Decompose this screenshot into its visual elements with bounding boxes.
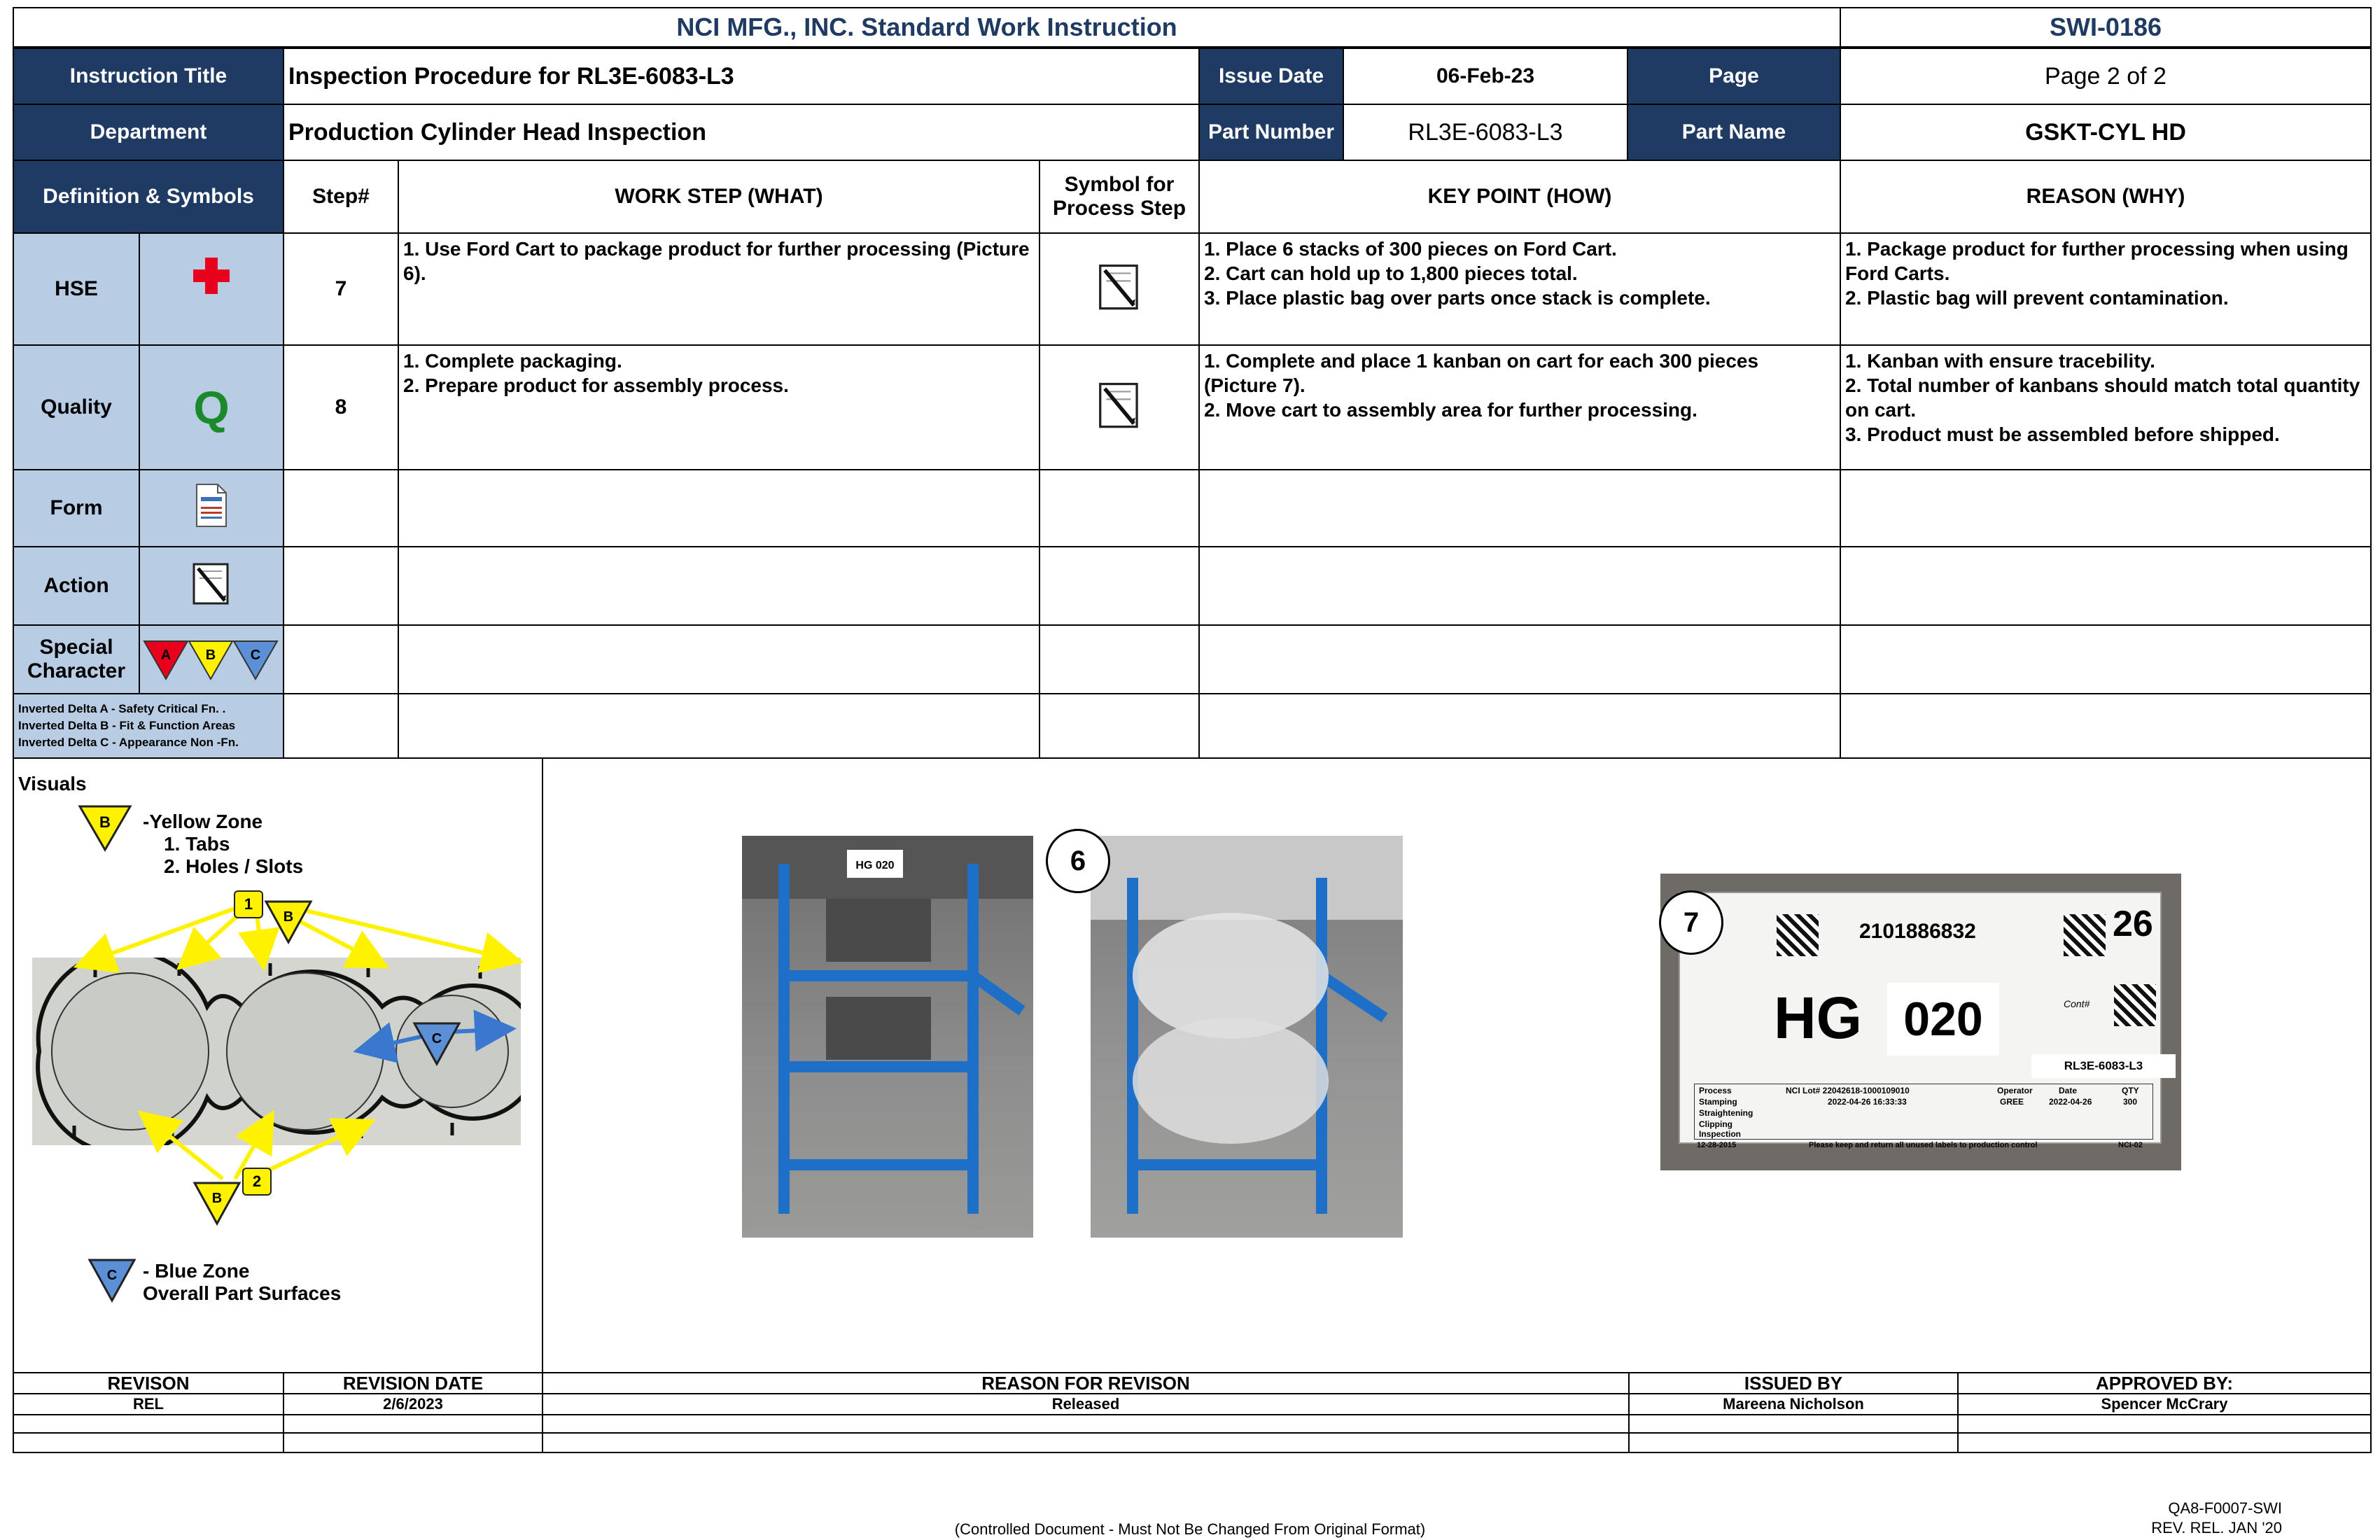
rev-empty-cell (1957, 1414, 2372, 1434)
step-symbol-cell (1039, 344, 1200, 470)
action-notepad-icon (1094, 261, 1144, 317)
legend-delta-b: Inverted Delta B - Fit & Function Areas (18, 719, 236, 732)
yellow-delta-letter: B (283, 909, 294, 925)
rev-cell: Mareena Nicholson (1628, 1393, 1959, 1415)
col-step: Step# (283, 160, 399, 234)
form-label: Form (13, 469, 140, 547)
label-row-inspection: Inspection (1699, 1129, 1742, 1139)
company-title: NCI MFG., INC. Standard Work Instruction (13, 7, 1841, 48)
empty-cell (398, 546, 1040, 626)
key-point-text: 1. Complete and place 1 kanban on cart for each 300 pieces (Picture 7). 2. Move cart to assembly area for further processing. (1198, 344, 1841, 470)
label-stamp-date: 2022-04-26 16:33:33 (1828, 1097, 1907, 1107)
legend-delta-c: Inverted Delta C - Appearance Non -Fn. (18, 736, 239, 749)
form-document-icon (194, 483, 229, 533)
label-foot-text: Please keep and return all unused labels to production control (1809, 1141, 2038, 1149)
label-foot-id: NCI-02 (2118, 1141, 2143, 1149)
qr-code-icon (1777, 914, 1819, 956)
rev-empty-cell (542, 1432, 1630, 1453)
empty-cell (1039, 624, 1200, 694)
col-work-step: WORK STEP (WHAT) (398, 160, 1040, 234)
label-process-table (1694, 1084, 2153, 1140)
medical-cross-icon (190, 255, 232, 302)
empty-cell (1039, 546, 1200, 626)
rev-empty-cell (542, 1414, 1630, 1434)
label-operator-value: GREE (2000, 1097, 2024, 1107)
label-row-straightening: Straightening (1699, 1108, 1754, 1118)
rev-cell: Spencer McCrary (1957, 1393, 2372, 1415)
rev-empty-cell (1957, 1432, 2372, 1453)
callout-2-badge: 2 (242, 1168, 272, 1196)
cart-photo-right (1091, 836, 1403, 1238)
col-definition: Definition & Symbols (13, 160, 284, 234)
delta-b-letter: B (205, 648, 216, 663)
label-qty-value: 300 (2123, 1097, 2138, 1107)
form-number: QA8-F0007-SWI (2168, 1499, 2282, 1517)
label-lot-text: NCI Lot# 22042618-1000109010 (1786, 1086, 1910, 1096)
form-symbol-cell (139, 469, 284, 547)
label-row-stamping: Stamping (1699, 1097, 1737, 1107)
step-number: 7 (283, 232, 399, 346)
rev-cell: 2/6/2023 (283, 1393, 543, 1415)
yellow-zone-item-2: 2. Holes / Slots (164, 855, 304, 877)
hse-symbol-cell (139, 232, 284, 346)
special-deltas-cell (139, 624, 284, 694)
quality-label: Quality (13, 344, 140, 470)
blue-zone-title: - Blue Zone (143, 1260, 250, 1282)
rev-cell: Released (542, 1393, 1630, 1415)
issue-date-label: Issue Date (1198, 48, 1344, 105)
rev-header-date: REVISION DATE (283, 1372, 543, 1394)
work-step-text: 1. Complete packaging. 2. Prepare product for assembly process. (398, 344, 1040, 470)
empty-cell (1039, 469, 1200, 547)
empty-cell (398, 624, 1040, 694)
label-hg: HG (1774, 985, 1862, 1051)
part-name-label: Part Name (1627, 104, 1841, 161)
legend-delta-a: Inverted Delta A - Safety Critical Fn. . (18, 702, 226, 715)
rev-empty-cell (13, 1432, 284, 1453)
empty-cell (1840, 693, 2372, 759)
rev-empty-cell (1628, 1414, 1959, 1434)
rev-empty-cell (283, 1414, 543, 1434)
empty-cell (1840, 469, 2372, 547)
instruction-title: Inspection Procedure for RL3E-6083-L3 (283, 48, 1200, 105)
step-number: 8 (283, 344, 399, 470)
page-value: Page 2 of 2 (1840, 48, 2372, 105)
rev-header-revision: REVISON (13, 1372, 284, 1394)
doc-number: SWI-0186 (1840, 7, 2372, 48)
part-number: RL3E-6083-L3 (1343, 104, 1628, 161)
yellow-delta-icon (77, 804, 133, 853)
rev-header-issued: ISSUED BY (1628, 1372, 1959, 1394)
cart-illustration (742, 836, 1033, 1238)
empty-cell (283, 469, 399, 547)
cart-photo-left (742, 836, 1033, 1238)
kanban-photo (1660, 874, 2181, 1170)
photo6-tag: HG 020 (855, 860, 895, 872)
picture-6-number: 6 (1046, 829, 1110, 893)
empty-cell (1840, 546, 2372, 626)
rev-empty-cell (13, 1414, 284, 1434)
rev-empty-cell (1628, 1432, 1959, 1453)
empty-cell (283, 693, 399, 759)
department: Production Cylinder Head Inspection (283, 104, 1200, 161)
visuals-title: Visuals (18, 773, 87, 794)
reason-text: 1. Kanban with ensure tracebility. 2. Total number of kanbans should match total quantity on cart. 3. Product must be assembled before shipped. (1840, 344, 2372, 470)
special-character-label: Special Character (13, 624, 140, 694)
qr-code-icon (2114, 984, 2156, 1026)
cart-bagged-illustration (1091, 836, 1403, 1238)
instruction-title-label: Instruction Title (13, 48, 284, 105)
rev-header-approved: APPROVED BY: (1957, 1372, 2372, 1394)
label-operator: Operator (1997, 1086, 2033, 1096)
label-cont: Cont# (2064, 998, 2090, 1009)
action-notepad-icon (190, 560, 233, 612)
label-part-number: RL3E-6083-L3 (2031, 1054, 2176, 1078)
action-label: Action (13, 546, 140, 626)
rev-header-reason: REASON FOR REVISON (542, 1372, 1630, 1394)
col-key-point: KEY POINT (HOW) (1198, 160, 1841, 234)
label-row-clipping: Clipping (1699, 1119, 1732, 1129)
yellow-delta-letter: B (211, 1191, 223, 1206)
empty-cell (398, 693, 1040, 759)
special-legend (13, 693, 284, 759)
yellow-delta-letter: B (99, 813, 111, 831)
part-name: GSKT-CYL HD (1840, 104, 2372, 161)
form-revision: REV. REL. JAN '20 (2151, 1519, 2282, 1536)
empty-cell (1039, 693, 1200, 759)
empty-cell (1198, 693, 1841, 759)
label-020: 020 (1887, 983, 1999, 1056)
action-symbol-cell (139, 546, 284, 626)
label-date-value: 2022-04-26 (2049, 1097, 2092, 1107)
hse-label: HSE (13, 232, 140, 346)
callout-1-badge: 1 (234, 890, 263, 918)
picture-7-number: 7 (1659, 890, 1723, 955)
controlled-document-note: (Controlled Document - Must Not Be Changed From Original Format) (954, 1520, 1426, 1538)
reason-text: 1. Package product for further processing when using Ford Carts. 2. Plastic bag will prevent contamination. (1840, 232, 2372, 346)
label-foot-date: 12-28-2015 (1697, 1141, 1737, 1149)
special-delta-icons (141, 637, 281, 682)
rev-cell: REL (13, 1393, 284, 1415)
yellow-delta-icon (192, 1180, 242, 1226)
quality-q-icon: Q (139, 344, 284, 470)
rev-empty-cell (283, 1432, 543, 1453)
department-label: Department (13, 104, 284, 161)
step-symbol-cell (1039, 232, 1200, 346)
page-label: Page (1627, 48, 1841, 105)
qr-code-icon (2064, 914, 2106, 956)
key-point-text: 1. Place 6 stacks of 300 pieces on Ford Cart. 2. Cart can hold up to 1,800 pieces total. 3. Place plastic bag over parts once stack is complete. (1198, 232, 1841, 346)
kanban-label (1679, 892, 2162, 1149)
issue-date: 06-Feb-23 (1343, 48, 1628, 105)
yellow-delta-icon (263, 899, 314, 945)
col-symbol: Symbol for Process Step (1039, 160, 1200, 234)
empty-cell (398, 469, 1040, 547)
blue-zone-desc: Overall Part Surfaces (143, 1282, 342, 1304)
blue-delta-letter: C (431, 1031, 442, 1046)
col-reason: REASON (WHY) (1840, 160, 2372, 234)
yellow-zone-item-1: 1. Tabs (164, 833, 230, 855)
label-26: 26 (2113, 904, 2153, 944)
label-row-process: Process (1699, 1086, 1732, 1096)
blue-delta-icon (412, 1021, 462, 1067)
empty-cell (1198, 624, 1841, 694)
action-notepad-icon (1094, 379, 1144, 435)
visuals-divider (542, 757, 543, 1373)
blue-delta-letter: C (106, 1268, 118, 1283)
delta-c-letter: C (250, 648, 261, 663)
yellow-zone-title: -Yellow Zone (143, 811, 263, 832)
empty-cell (283, 624, 399, 694)
delta-a-letter: A (160, 648, 172, 663)
empty-cell (1198, 469, 1841, 547)
blue-delta-icon (87, 1257, 137, 1303)
work-step-text: 1. Use Ford Cart to package product for further processing (Picture 6). (398, 232, 1040, 346)
empty-cell (1840, 624, 2372, 694)
part-number-label: Part Number (1198, 104, 1344, 161)
label-date-header: Date (2059, 1086, 2078, 1096)
empty-cell (1198, 546, 1841, 626)
label-lot-number: 2101886832 (1859, 920, 1976, 943)
empty-cell (283, 546, 399, 626)
label-qty-header: QTY (2122, 1086, 2139, 1096)
